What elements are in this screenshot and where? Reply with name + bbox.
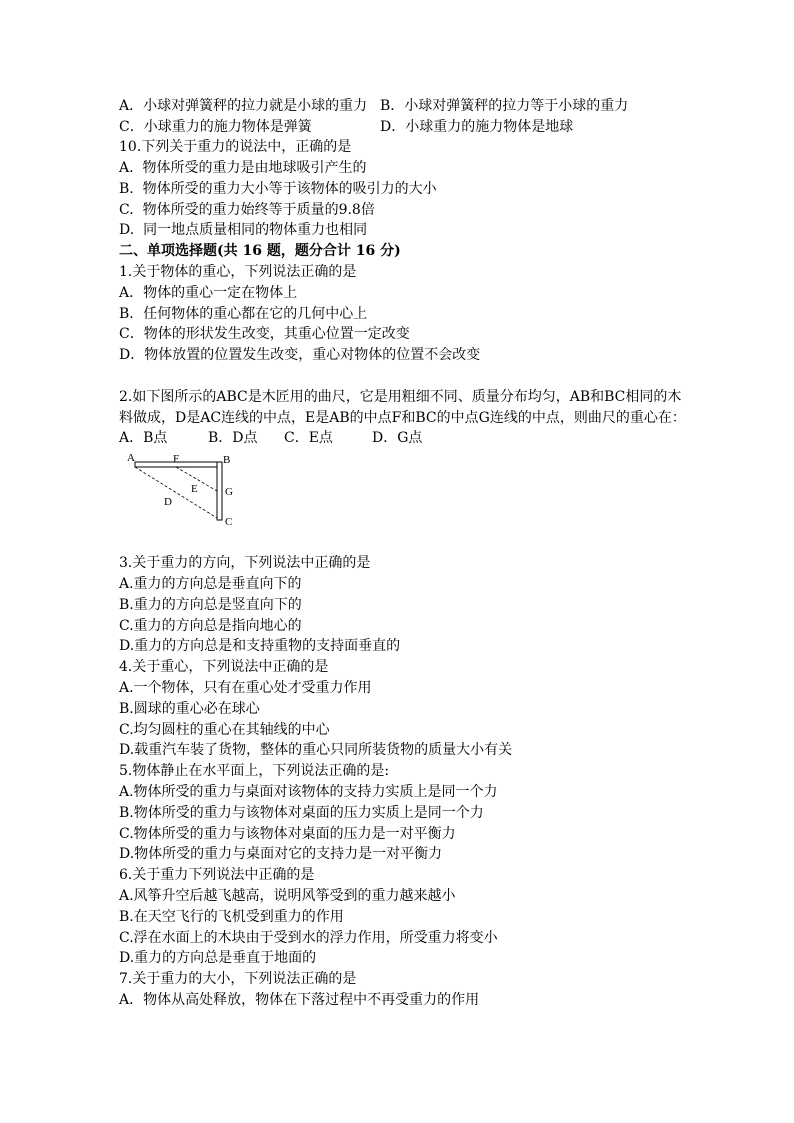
q9-option-b: B．小球对弹簧秤的拉力等于小球的重力 xyxy=(380,98,629,114)
s2q4-stem: 4.关于重心，下列说法中正确的是 xyxy=(119,659,329,675)
s2q4-option-a: A.一个物体，只有在重心处才受重力作用 xyxy=(119,680,372,696)
carpenter-square-figure xyxy=(119,448,241,532)
s2q1-option-c: C．物体的形状发生改变，其重心位置一定改变 xyxy=(119,326,410,342)
s2q5-option-c: C.物体所受的重力与该物体对桌面的压力是一对平衡力 xyxy=(119,826,456,842)
q9-option-d: D．小球重力的施力物体是地球 xyxy=(380,119,574,135)
s2q3-option-a: A.重力的方向总是垂直向下的 xyxy=(119,576,302,592)
ac-dashed-line xyxy=(135,467,217,518)
label-a: A xyxy=(127,452,135,464)
s2q6-stem: 6.关于重力下列说法中正确的是 xyxy=(119,867,315,883)
s2q3-stem: 3.关于重力的方向，下列说法中正确的是 xyxy=(119,555,371,571)
s2q5-option-b: B.物体所受的重力与该物体对桌面的压力实质上是同一个力 xyxy=(119,805,484,821)
label-g: G xyxy=(225,486,233,498)
s2q2-stem-line1: 2.如下图所示的ABC是木匠用的曲尺，它是用粗细不同、质量分布均匀，AB和BC相同的木 xyxy=(119,389,682,405)
s2q5-option-d: D.物体所受的重力与桌面对它的支持力是一对平衡力 xyxy=(119,846,443,862)
q10-option-c: C. 物体所受的重力始终等于质量的9.8倍 xyxy=(119,202,375,218)
s2q4-option-d: D.载重汽车装了货物，整体的重心只同所装货物的质量大小有关 xyxy=(119,742,513,758)
s2q2-option-a: A．B点 xyxy=(119,430,168,446)
s2q1-stem: 1.关于物体的重心，下列说法正确的是 xyxy=(119,264,357,280)
s2q2-stem-line2: 料做成，D是AC连线的中点，E是AB的中点F和BC的中点G连线的中点，则曲尺的重心在： xyxy=(119,410,686,426)
q9-option-c: C．小球重力的施力物体是弹簧 xyxy=(119,119,312,135)
s2q1-option-d: D．物体放置的位置发生改变，重心对物体的位置不会改变 xyxy=(119,347,481,363)
label-d: D xyxy=(164,496,172,508)
s2q3-option-c: C.重力的方向总是指向地心的 xyxy=(119,618,302,634)
s2q6-option-d: D.重力的方向总是垂直于地面的 xyxy=(119,950,317,966)
s2q1-option-a: A．物体的重心一定在物体上 xyxy=(119,285,298,301)
q10-option-a: A. 物体所受的重力是由地球吸引产生的 xyxy=(119,160,367,176)
s2q7-stem: 7.关于重力的大小，下列说法正确的是 xyxy=(119,971,357,987)
label-b: B xyxy=(223,454,231,466)
s2q4-option-b: B.圆球的重心必在球心 xyxy=(119,701,260,717)
section-heading: 二、单项选择题(共 16 题，题分合计 16 分) xyxy=(119,243,401,259)
s2q3-option-b: B.重力的方向总是竖直向下的 xyxy=(119,597,302,613)
s2q7-option-a: A．物体从高处释放，物体在下落过程中不再受重力的作用 xyxy=(119,992,480,1008)
label-c: C xyxy=(225,516,233,528)
s2q5-stem: 5.物体静止在水平面上，下列说法正确的是: xyxy=(119,763,390,779)
s2q2-option-b: B．D点 xyxy=(208,430,258,446)
ruler-bc-bar xyxy=(217,462,222,520)
s2q2-option-d: D．G点 xyxy=(372,430,423,446)
s2q6-option-c: C.浮在水面上的木块由于受到水的浮力作用，所受重力将变小 xyxy=(119,930,498,946)
s2q3-option-d: D.重力的方向总是和支持重物的支持面垂直的 xyxy=(119,638,401,654)
q9-option-a: A．小球对弹簧秤的拉力就是小球的重力 xyxy=(119,98,368,114)
s2q1-option-b: B．任何物体的重心都在它的几何中心上 xyxy=(119,306,368,322)
s2q6-option-b: B.在天空飞行的飞机受到重力的作用 xyxy=(119,909,344,925)
s2q5-option-a: A.物体所受的重力与桌面对该物体的支持力实质上是同一个力 xyxy=(119,784,498,800)
s2q6-option-a: A.风筝升空后越飞越高，说明风筝受到的重力越来越小 xyxy=(119,888,456,904)
q10-option-b: B. 物体所受的重力大小等于该物体的吸引力的大小 xyxy=(119,181,437,197)
s2q2-option-c: C．E点 xyxy=(284,430,333,446)
s2q4-option-c: C.均匀圆柱的重心在其轴线的中心 xyxy=(119,722,330,738)
q10-option-d: D. 同一地点质量相同的物体重力也相同 xyxy=(119,222,368,238)
label-f: F xyxy=(173,453,180,465)
label-e: E xyxy=(191,483,198,495)
q10-stem: 10.下列关于重力的说法中，正确的是 xyxy=(119,139,352,155)
